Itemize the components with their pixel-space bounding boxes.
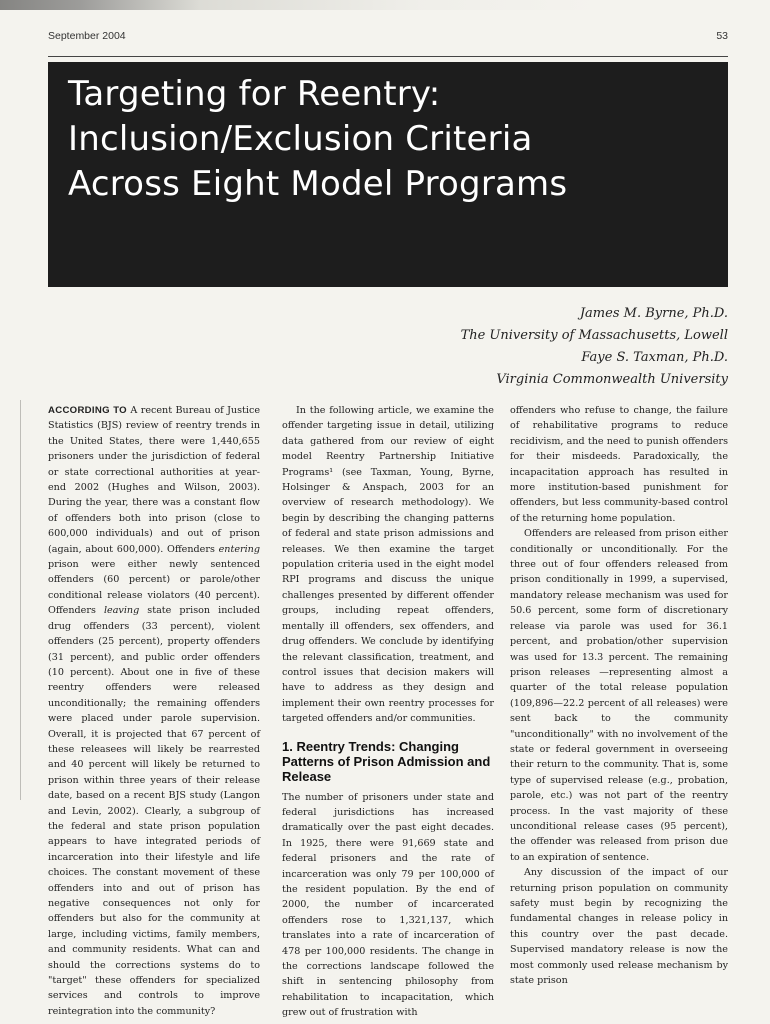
article-body (48, 403, 728, 1019)
paragraph: offenders who refuse to change, the failure of rehabilitative programs to reduce recidivism, and the need to punish offenders for their misdeeds. Paradoxically, the incapacitation approach has resulted in more institution-based punishment for offenders, but less community-based control of the returning home population. (510, 405, 728, 524)
margin-rule (20, 400, 21, 800)
title-line-2: Inclusion/Exclusion Criteria (68, 119, 533, 159)
issue-date: September 2004 (48, 30, 126, 42)
emphasis: entering (218, 543, 260, 555)
column-2 (282, 403, 494, 1021)
text-run: A recent Bureau of Justice Statistics (BJS) review of reentry trends in the United States, there were 1,440,655 prisoners under the jurisdiction of federal or state correctional authorities at year-end 2002 (Hughes and Wilson, 2003). During the year, there was a constant flow of offenders both into prison (close to 600,000 individuals) and out of prison (again, about 600,000). Offenders (48, 405, 260, 555)
author-name: Faye S. Taxman, Ph.D. (581, 350, 728, 365)
title-line-1: Targeting for Reentry: (68, 74, 441, 114)
scan-artifact (0, 0, 770, 10)
running-header (48, 30, 728, 42)
column-1 (48, 403, 260, 1019)
paragraph: Any discussion of the impact of our returning prison population on community safety must begin by recognizing the fundamental changes in release policy in this country over the past decade. Supervised mandatory release is now the most commonly used release mechanism by state prison (510, 867, 728, 987)
page-number: 53 (716, 30, 728, 42)
article-title (68, 72, 567, 207)
paragraph (48, 403, 260, 1019)
text-run: prison were either newly sentenced offenders (60 percent) or parole/other conditional release violators (40 percent). Offenders (48, 559, 260, 617)
header-divider (48, 56, 728, 57)
author-block (461, 303, 728, 391)
title-line-3: Across Eight Model Programs (68, 164, 568, 204)
column-3 (510, 403, 728, 988)
text-run: state prison included drug offenders (33 percent), violent offenders (25 percent), property offenders (31 percent), and public order offenders (10 percent). About one in five of these reentry offenders were released unconditionally; the remaining offenders were placed under parole supervision. Overall, it is projected that 67 percent of these releasees will likely be rearrested and 40 percent will likely be returned to prison within three years of their release date, based on a recent BJS study (Langon and Levin, 2002). Clearly, a subgroup of the federal and state prison population appears to have integrated periods of incarceration into their lifestyle and life choices. The constant movement of these offenders into and out of prison has negative consequences not only for offenders but also for the community at large, including victims, family members, and community residents. What can and should the corrections systems do to "target" these offenders for specialized services and controls to improve reintegration into the community? (48, 605, 260, 1017)
author-affiliation: Virginia Commonwealth University (496, 372, 728, 387)
section-heading: 1. Reentry Trends: Changing Patterns of Prison Admission and Release (282, 738, 491, 784)
paragraph: Offenders are released from prison either conditionally or unconditionally. For the three out of four offenders released from prison conditionally in 1999, a supervised, mandatory release mechanism was used for 50.6 percent, some form of discretionary release via parole was used for 36.1 percent, and probation/other supervision was used for 13.3 percent. The remaining prison releases —representing almost a quarter of the total release population (109,896—22.2 percent of all releases) were sent back to the community "unconditionally" with no involvement of the state or federal government in overseeing their return to the community. That is, some type of supervised release (e.g., probation, parole, etc.) was not part of the reentry process. In the vast majority of these unconditional release cases (95 percent), the offender was released from prison due to an expiration of sentence. (510, 528, 728, 863)
emphasis: leaving (103, 605, 140, 617)
paragraph: The number of prisoners under state and federal jurisdictions has increased dramatically over the past eight decades. In 1925, there were 91,669 state and federal prisoners and the rate of incarceration was only 79 per 100,000 of the resident population. By the end of 2000, the number of incarcerated offenders rose to 1,321,137, which translates into a rate of incarceration of 478 per 100,000 residents. The change in the corrections landscape followed the shift in sentencing philosophy from rehabilitation to incapacitation, which grew out of frustration with (282, 791, 494, 1019)
author-affiliation: The University of Massachusetts, Lowell (460, 328, 728, 343)
lead-in: ACCORDING TO (48, 405, 127, 416)
author-name: James M. Byrne, Ph.D. (579, 306, 728, 321)
paragraph: In the following article, we examine the offender targeting issue in detail, utilizing data gathered from our review of eight model Reentry Partnership Initiative Programs¹ (see Taxman, Young, Byrne, Holsinger & Anspach, 2003 for an overview of research methodology). We begin by describing the changing patterns of federal and state prison admissions and releases. We then examine the target population criteria used in the eight model RPI programs and discuss the unique challenges presented by different offender groups, including repeat offenders, mentally ill offenders, sex offenders, and drug offenders. We conclude by identifying the relevant classification, treatment, and control issues that decision makers will have to address as they design and implement their own reentry processes for targeted offenders and/or communities. (282, 405, 494, 725)
title-banner (48, 62, 728, 287)
